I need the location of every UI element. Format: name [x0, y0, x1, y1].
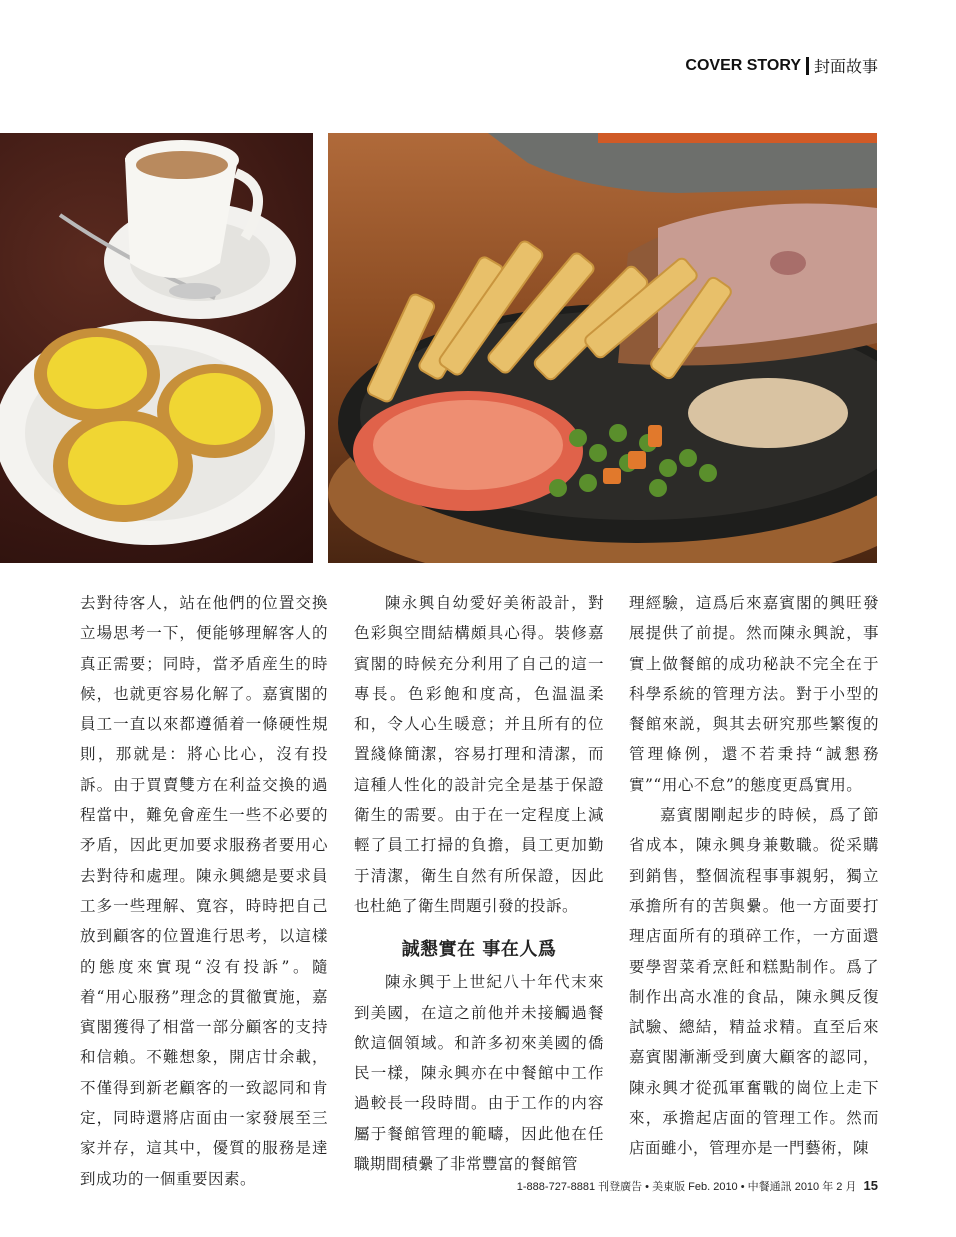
- text-column-2: [354, 588, 604, 1179]
- paragraph: 嘉賓閣剛起步的時候，爲了節省成本，陳永興身兼數職。從采購到銷售，整個流程事事親躬，獨立承擔所有的苦與纍。他一方面要打理店面所有的瑣碎工作，一方面還要學習菜肴烹飪和糕點制作。爲了制作出高水准的食品，陳永興反復試驗、總結，精益求精。直至后來嘉賓閣漸漸受到廣大顧客的認同，陳永興才從孤軍奮戰的崗位上走下來，承擔起店面的管理工作。然而店面雖小，管理亦是一門藝術，陳: [629, 806, 879, 1158]
- header-divider: [806, 57, 809, 75]
- paragraph: 陳永興于上世紀八十年代末來到美國，在這之前他并未接觸過餐飲這個領域。和許多初來美國的僑民一樣，陳永興亦在中餐館中工作過較長一段時間。由于工作的内容屬于餐館管理的範疇，因此他在任職期間積纍了非常豐富的餐館管: [354, 973, 604, 1174]
- paragraph: 去對待客人，站在他們的位置交換立場思考一下，便能够理解客人的真正需要；同時，當矛盾産生的時候，也就更容易化解了。嘉賓閣的員工一直以來都遵循着一條硬性規則，那就是：將心比心，沒有投訴。由于買賣雙方在利益交換的過程當中，難免會産生一些不必要的矛盾，因此更加要求服務者要用心去對待和處理。陳永興總是要求員工多一些理解、寬容，時時把自己放到顧客的位置進行思考，以這樣的態度來實現“沒有投訴”。隨着“用心服務”理念的貫徹實施，嘉賓閣獲得了相當一部分顧客的支持和信賴。不難想象，開店廿余載，不僅得到新老顧客的一致認同和肯定，同時還將店面由一家發展至三家并存，這其中，優質的服務是達到成功的一個重要因素。: [80, 594, 328, 1188]
- section-label-en: COVER STORY: [685, 56, 801, 74]
- section-label-zh: 封面故事: [813, 59, 878, 76]
- text-column-3: [629, 588, 879, 1164]
- section-header: [685, 54, 878, 77]
- page-footer: [517, 1178, 878, 1194]
- paragraph: 陳永興自幼愛好美術設計，對色彩與空間結構頗具心得。裝修嘉賓閣的時候充分利用了自己的這一專長。色彩飽和度高，色温温柔和，令人心生暖意；并且所有的位置綫條簡潔，容易打理和清潔，而這種人性化的設計完全是基于保證衛生的需要。由于在一定程度上減輕了員工打掃的負擔，員工更加勤于清潔，衛生自然有所保證，因此也杜絶了衛生問題引發的投訴。: [354, 594, 604, 915]
- photo-tea-and-egg-tarts: [0, 133, 313, 563]
- footer-text: 1-888-727-8881 刊登廣告 • 美東版 Feb. 2010 • 中餐通訊 2010 年 2 月: [516, 1181, 857, 1193]
- photo-sizzling-steak-plate: [328, 133, 877, 563]
- page-number: 15: [863, 1178, 878, 1193]
- text-column-1: [80, 588, 328, 1194]
- section-subheading: 誠懇實在 事在人爲: [401, 939, 557, 961]
- tea-egg-tart-illustration: [0, 133, 313, 563]
- paragraph: 理經驗，這爲后來嘉賓閣的興旺發展提供了前提。然而陳永興說，事實上做餐館的成功秘訣不完全在于科學系統的管理方法。對于小型的餐館來説，與其去研究那些繁復的管理條例，還不若秉持“誠懇務實”“用心不怠”的態度更爲實用。: [629, 594, 879, 794]
- steak-plate-illustration: [328, 133, 877, 563]
